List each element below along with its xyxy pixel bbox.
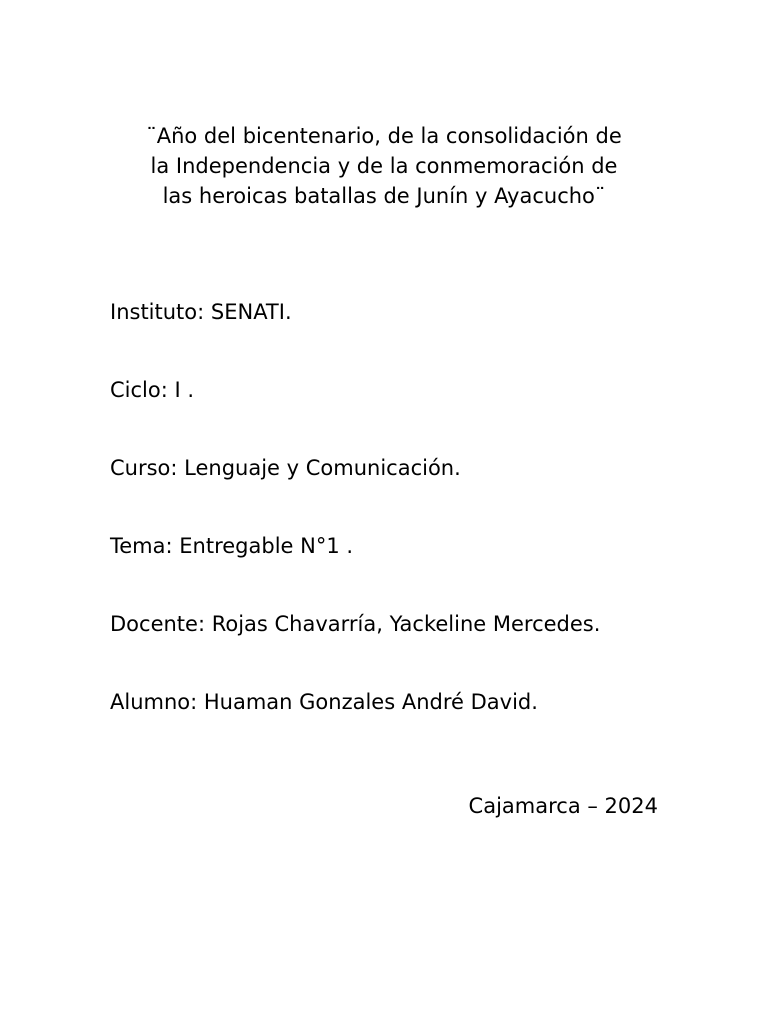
commemorative-year-title	[100, 121, 668, 211]
title-line: las heroicas batallas de Junín y Ayacucho¨	[162, 184, 606, 208]
institute-field: Instituto: SENATI.	[110, 300, 292, 324]
title-line: ¨Año del bicentenario, de la consolidación de	[146, 124, 622, 148]
title-line: la Independencia y de la conmemoración de	[150, 154, 618, 178]
cycle-field: Ciclo: I .	[110, 378, 195, 402]
course-field: Curso: Lenguaje y Comunicación.	[110, 456, 461, 480]
place-and-year: Cajamarca – 2024	[468, 794, 658, 818]
student-field: Alumno: Huaman Gonzales André David.	[110, 690, 538, 714]
topic-field: Tema: Entregable N°1 .	[110, 534, 354, 558]
teacher-field: Docente: Rojas Chavarría, Yackeline Mercedes.	[110, 612, 601, 636]
